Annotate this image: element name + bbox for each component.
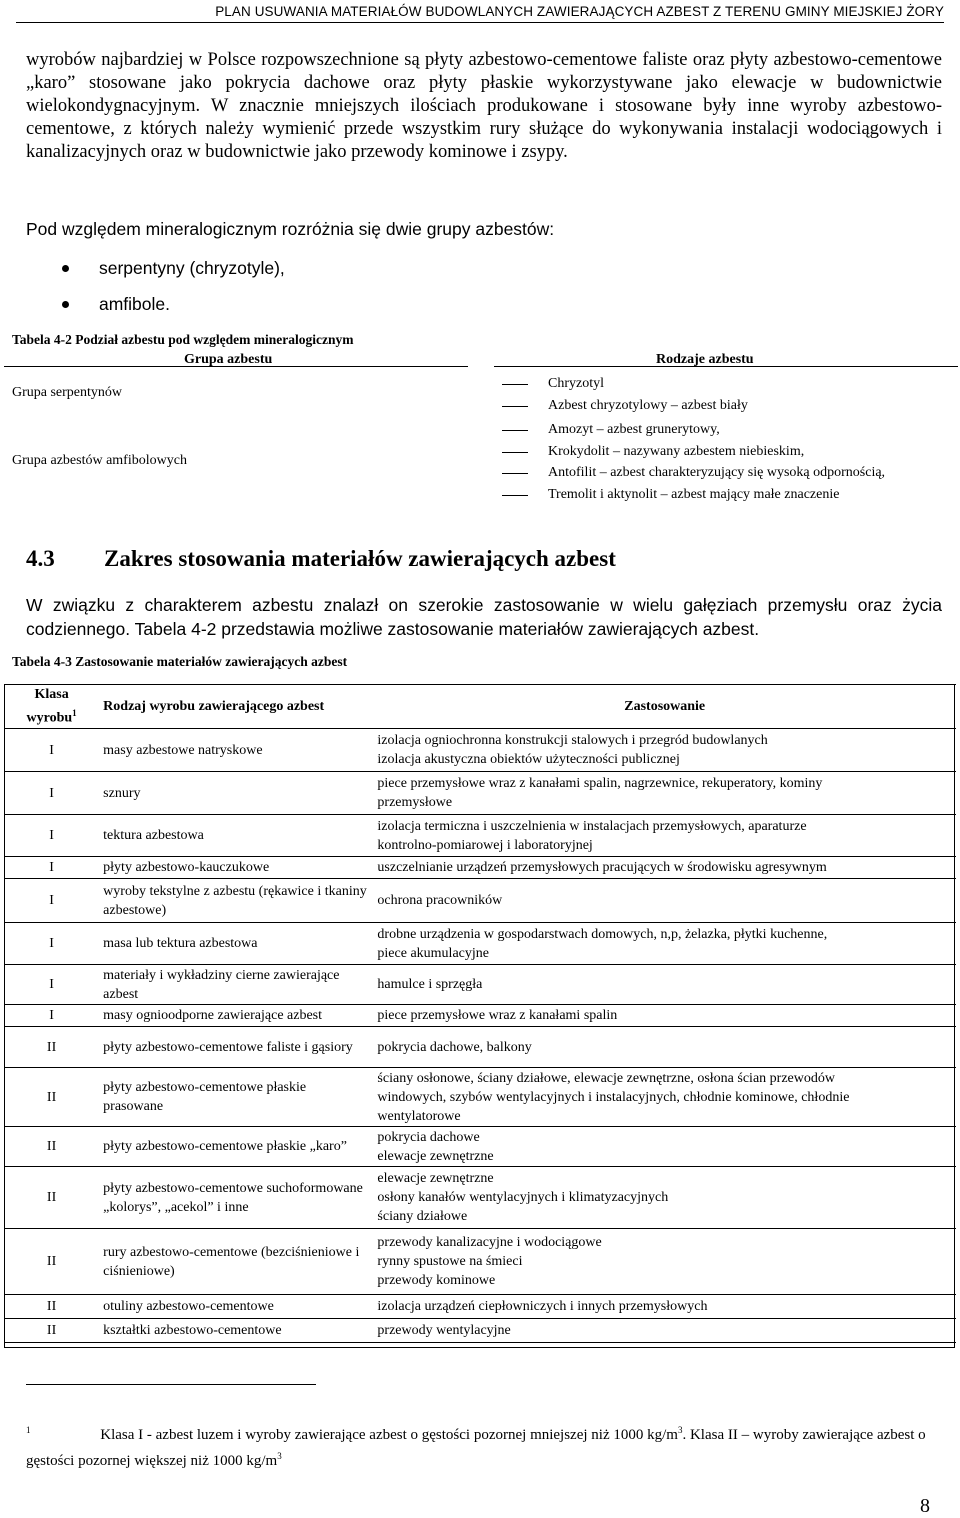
table-row	[4, 964, 956, 1004]
table-row	[4, 878, 956, 922]
table-cell-use	[373, 964, 956, 1004]
table-cell-use	[373, 728, 956, 771]
table-cell-product: tektura azbestowa	[103, 828, 204, 844]
table-cell-product: płyty azbestowo-cementowe płaskie prasowane	[103, 1080, 307, 1115]
table-cell-product: rury azbestowo-cementowe (bezciśnieniowe i ciśnieniowe)	[103, 1244, 360, 1279]
table-row	[4, 1004, 956, 1026]
dash-mark	[502, 495, 528, 496]
table-header-use: Zastosowanie	[624, 699, 706, 715]
use-line: przewody kanalizacyjne i wodociągowe	[377, 1235, 602, 1251]
use-line: przewody wentylacyjne	[377, 1323, 511, 1339]
use-line: pokrycia dachowe	[377, 1129, 480, 1145]
dash-mark	[502, 406, 528, 407]
table-row	[4, 1126, 956, 1166]
intro-paragraph: wyrobów najbardziej w Polsce rozpowszechnione są płyty azbestowo-cementowe faliste oraz płyty azbestowo-cementowe „karo” stosowane jako pokrycia dachowe oraz płyty płaskie wykorzystywane jako elewacje w budownictwie wielokondygnacyjnym. W znacznie mniejszych ilościach produkowane i stosowane były inne wyroby azbestowo- cementowe, z których należy wymienić przede wszystkim rury służące do wykonywania instalacji wodociągowych i kanalizacyjnych oraz w budownictwie jako przewody kominowe i zsypy.	[26, 50, 942, 162]
mineral-intro: Pod względem mineralogicznym rozróżnia się dwie grupy azbestów:	[26, 219, 555, 239]
table-cell-product: masy azbestowe natryskowe	[103, 742, 263, 758]
table-4-2: Grupa azbestu Rodzaje azbestu Grupa serpentynów Chryzotyl Azbest chryzotylowy – azbest biały Grupa azbestów amfibolowych Amozyt – azbest grunerytowy, Krokydolit – nazywany azbestem niebieskim, Antofilit – azbest charakteryzujący się wysoką odpornością, Tremolit i aktynolit – azbest mający małe znaczenie	[4, 349, 960, 509]
table-cell-product: masy ognioodporne zawierające azbest	[103, 1008, 323, 1024]
use-line: elewacje zewnętrzne	[377, 1148, 494, 1164]
use-line: pokrycia dachowe, balkony	[377, 1039, 532, 1055]
use-line: osłony kanałów wentylacyjnych i klimatyzacyjnych	[377, 1190, 669, 1206]
use-line: kontrolno-pomiarowej i laboratoryjnej	[377, 837, 593, 853]
table-row	[4, 814, 956, 856]
table-row	[4, 1228, 956, 1294]
table-row	[4, 922, 956, 964]
table-row	[4, 728, 956, 771]
table-cell-product: sznury	[103, 785, 141, 801]
table-cell-class: I	[49, 860, 54, 876]
dash-mark	[502, 452, 528, 453]
page-number: 8	[920, 1495, 930, 1517]
use-line: izolacja termiczna i uszczelnienia w instalacjach przemysłowych, aparaturze	[377, 818, 807, 834]
use-line: hamulce i sprzęgła	[377, 977, 483, 993]
footnote-text-b: . Klasa II – wyroby zawierające azbest o gęstości pozornej większej niż 1000 kg/m	[26, 1427, 926, 1469]
table-cell-class: II	[46, 1039, 57, 1055]
use-line: izolacja urządzeń ciepłowniczych i innych przemysłowych	[377, 1299, 708, 1315]
table-cell-class: II	[46, 1190, 57, 1206]
footnote-mark: 1	[72, 708, 77, 718]
use-line: drobne urządzenia w gospodarstwach domowych, n,p, żelazka, płytki kuchenne,	[377, 926, 828, 942]
table-cell-use	[373, 856, 956, 878]
use-line: rynny spustowe na śmieci	[377, 1254, 523, 1270]
list-item: serpentyny (chryzotyle),	[60, 257, 285, 293]
use-line: izolacja ogniochronna konstrukcji stalowych i przegród budowlanych	[377, 733, 768, 749]
table-4-3	[4, 684, 956, 1343]
table-cell-use	[373, 771, 956, 814]
table-cell-product: kształtki azbestowo-cementowe	[103, 1323, 282, 1339]
table-cell-use	[373, 1026, 956, 1067]
use-line: wentylatorowe	[377, 1108, 461, 1124]
table-cell-class: II	[46, 1089, 57, 1105]
table-header-rule	[4, 366, 468, 367]
table-cell-use	[373, 1228, 956, 1294]
table-row-group: Grupa azbestów amfibolowych	[12, 453, 187, 468]
table-4-3-body	[4, 728, 956, 1342]
dash-mark	[502, 430, 528, 431]
mineral-group-list	[60, 257, 285, 329]
table-cell-product: otuliny azbestowo-cementowe	[103, 1299, 274, 1315]
table-cell-class: I	[49, 828, 54, 844]
use-line: przewody kominowe	[377, 1273, 496, 1289]
table-row	[4, 856, 956, 878]
table-row	[4, 771, 956, 814]
table-cell-use	[373, 878, 956, 922]
footnote-rule	[26, 1384, 316, 1385]
table-cell-use	[373, 1294, 956, 1318]
table-header-kinds: Rodzaje azbestu	[656, 352, 754, 367]
use-line: uszczelnianie urządzeń przemysłowych pracujących w środowisku agresywnym	[377, 860, 827, 876]
table-cell-class: I	[49, 1008, 54, 1024]
table-cell-class: II	[46, 1323, 57, 1339]
table-cell-use	[373, 1067, 956, 1126]
use-line: izolacja akustyczna obiektów użyteczności publicznej	[377, 752, 680, 768]
table-cell-class: II	[46, 1299, 57, 1315]
footnote-text-a: Klasa I - azbest luzem i wyroby zawierające azbest o gęstości pozornej mniejszej niż 1000 kg/m	[100, 1427, 678, 1443]
table-row	[4, 1166, 956, 1228]
section-paragraph: W związku z charakterem azbestu znalazł on szerokie zastosowanie w wielu gałęziach przemysłu oraz życia codziennego. Tabela 4-2 przedstawia możliwe zastosowanie materiałów zawierających azbest.	[26, 595, 942, 639]
table-cell-use	[373, 1126, 956, 1166]
table-cell-class: I	[49, 785, 54, 801]
use-line: piece przemysłowe wraz z kanałami spalin, nagrzewnice, rekuperatory, kominy	[377, 776, 823, 792]
table-cell-class: I	[49, 977, 54, 993]
table-row	[4, 1318, 956, 1342]
use-line: przemysłowe	[377, 795, 453, 811]
table-cell-product: płyty azbestowo-cementowe faliste i gąsiory	[103, 1039, 353, 1055]
table-row	[4, 1067, 956, 1126]
table-cell-product: płyty azbestowo-cementowe suchoformowane „kolorys”, „acekol” i inne	[103, 1180, 363, 1215]
table-4-3-caption: Tabela 4-3 Zastosowanie materiałów zawierających azbest	[12, 654, 348, 669]
use-line: elewacje zewnętrzne	[377, 1171, 494, 1187]
use-line: ochrona pracowników	[377, 893, 503, 909]
table-cell-product: wyroby tekstylne z azbestu (rękawice i tkaniny azbestowe)	[103, 883, 367, 918]
table-cell-use	[373, 814, 956, 856]
table-row	[4, 1294, 956, 1318]
use-line: ściany działowe	[377, 1209, 468, 1225]
table-header-rule	[494, 366, 958, 367]
section-title: Zakres stosowania materiałów zawierających azbest	[104, 546, 616, 571]
table-cell-product: płyty azbestowo-kauczukowe	[103, 860, 270, 876]
table-cell-class: I	[49, 936, 54, 952]
table-cell-product: płyty azbestowo-cementowe płaskie „karo”	[103, 1139, 347, 1155]
header-title: PLAN USUWANIA MATERIAŁÓW BUDOWLANYCH ZAWIERAJĄCYCH AZBEST Z TERENU GMINY MIEJSKIEJ ŻORY	[215, 4, 944, 19]
table-4-2-caption: Tabela 4-2 Podział azbestu pod względem mineralogicznym	[12, 332, 354, 347]
table-header-group: Grupa azbestu	[184, 352, 273, 367]
table-row	[4, 1026, 956, 1067]
section-heading	[26, 546, 616, 572]
footnote-mark: 1	[26, 1425, 31, 1435]
dash-mark	[502, 384, 528, 385]
table-cell-use	[373, 1166, 956, 1228]
list-item: amfibole.	[60, 293, 285, 329]
table-cell-class: I	[49, 742, 54, 758]
table-cell-product: masa lub tektura azbestowa	[103, 936, 258, 952]
table-header-row	[4, 685, 956, 729]
table-header-product: Rodzaj wyrobu zawierającego azbest	[103, 699, 325, 715]
table-cell-class: II	[46, 1139, 57, 1155]
use-line: piece akumulacyjne	[377, 945, 489, 961]
table-header-class: Klasa wyrobu$^1$	[26, 687, 77, 726]
use-line: piece przemysłowe wraz z kanałami spalin	[377, 1008, 618, 1024]
use-line: ściany osłonowe, ściany działowe, elewacje zewnętrzne, osłona ścian przewodów	[377, 1070, 835, 1086]
table-cell-use	[373, 1318, 956, 1342]
table-cell-use	[373, 1004, 956, 1026]
table-cell-class: II	[46, 1254, 57, 1270]
page-header	[0, 0, 960, 26]
dash-mark	[502, 473, 528, 474]
table-cell-class: I	[49, 893, 54, 909]
footnote: $^1$ Klasa I - azbest luzem i wyroby zawierające azbest o gęstości pozornej mniejszej niż 1000 $kg/m^3$. Klasa II – wyroby zawierające azbest o gęstości pozornej większej niż 1000 $kg/m^3$	[26, 1425, 926, 1469]
section-number: 4.3	[26, 546, 55, 571]
header-rule	[16, 22, 944, 23]
table-cell-product: materiały i wykładziny cierne zawierające azbest	[103, 967, 340, 1002]
table-cell-use	[373, 922, 956, 964]
use-line: windowych, szybów wentylacyjnych i instalacyjnych, chłodnie kominowe, chłodnie	[377, 1089, 850, 1105]
table-row-group: Grupa serpentynów	[12, 385, 123, 400]
